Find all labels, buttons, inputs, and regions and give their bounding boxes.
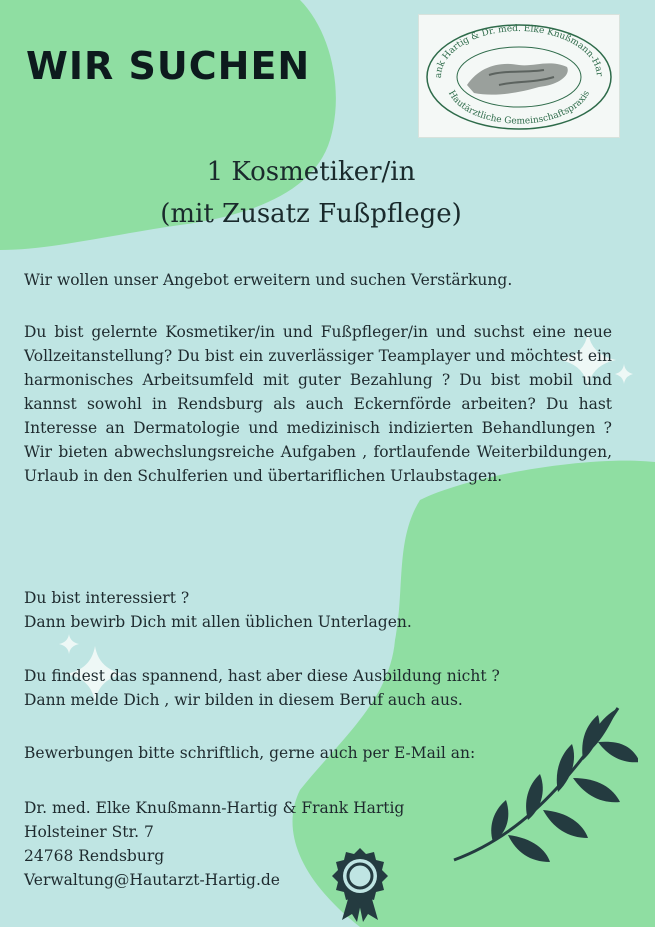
contact-street: Holsteiner Str. 7: [24, 823, 154, 841]
contact-city: 24768 Rendsburg: [24, 847, 165, 865]
apply-text: Bewerbungen bitte schriftlich, gerne auch per E-Mail an:: [24, 744, 476, 762]
interested-block: [24, 586, 612, 634]
logo-text-bottom: Hautärztliche Gemeinschaftspraxis: [445, 89, 592, 127]
position-subtitle: (mit Zusatz Fußpflege): [160, 199, 462, 229]
no-training-answer: Dann melde Dich , wir bilden in diesem Beruf auch aus.: [24, 691, 463, 709]
logo-seal: [419, 15, 619, 137]
contact-email[interactable]: Verwaltung@Hautarzt-Hartig.de: [24, 871, 280, 889]
leaf-branch-icon: [448, 700, 638, 870]
contact-name: Dr. med. Elke Knußmann-Hartig & Frank Hartig: [24, 799, 405, 817]
no-training-question: Du findest das spannend, hast aber diese Ausbildung nicht ?: [24, 667, 500, 685]
award-rosette-icon: [330, 846, 390, 924]
hands-icon: [467, 63, 568, 94]
intro-text: Wir wollen unser Angebot erweitern und suchen Verstärkung.: [24, 271, 513, 289]
headline: WIR SUCHEN: [26, 44, 311, 88]
interested-answer: Dann bewirb Dich mit allen üblichen Unterlagen.: [24, 613, 412, 631]
position-title: 1 Kosmetiker/in: [206, 157, 416, 187]
practice-logo: [418, 14, 620, 138]
interested-question: Du bist interessiert ?: [24, 589, 190, 607]
main-paragraph: Du bist gelernte Kosmetiker/in und Fußpfleger/in und suchst eine neue Vollzeitanstellung? Du bist ein zuverlässiger Teamplayer und möchtest ein harmonisches Arbeitsumfeld mit guter Bezahlung ? Du bist mobil und kannst sowohl in Rendsburg als auch Eckernförde arbeiten? Du hast Interesse an Dermatologie und medizinisch indizierten Behandlungen ? Wir bieten abwechslungsreiche Aufgaben , fortlaufende Weiterbildungen, Urlaub in den Schulferien und übertariflichen Urlaubstagen.: [24, 323, 612, 485]
logo-text-top: ank Hartig & Dr. med. Elke Knußmann-Har: [433, 23, 605, 79]
